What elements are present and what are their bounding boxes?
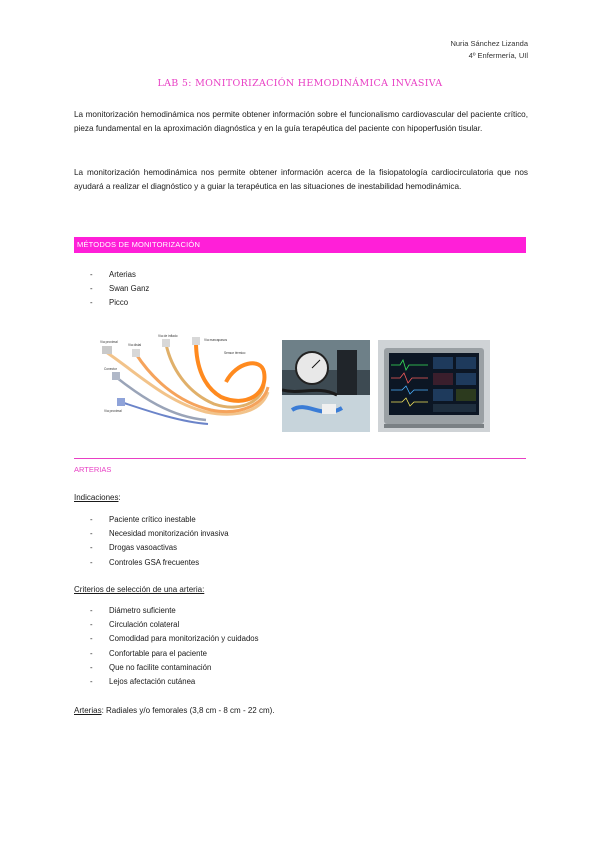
- indications-title: Indicaciones: [74, 493, 119, 502]
- document-title: LAB 5: MONITORIZACIÓN HEMODINÁMICA INVASIVA: [157, 78, 443, 89]
- arterias-heading: ARTERIAS: [74, 465, 112, 474]
- author-block: [450, 38, 528, 62]
- hemodynamic-monitor-photo: [378, 340, 490, 432]
- indications-title-line: Indicaciones:: [74, 493, 121, 502]
- list-item: - Arterias: [74, 268, 149, 282]
- list-item: - Controles GSA frecuentes: [74, 556, 229, 570]
- figure-label: Vía marcapasos: [204, 338, 228, 342]
- figure-row: [96, 332, 506, 432]
- list-item: - Comodidad para monitorización y cuidados: [74, 632, 259, 646]
- figure-label: Vía de inflado: [158, 334, 178, 338]
- list-item: - Drogas vasoactivas: [74, 541, 229, 555]
- list-item: - Picco: [74, 296, 149, 310]
- indications-list: [74, 513, 229, 570]
- arterias-sites-line: [74, 706, 275, 715]
- methods-heading: MÉTODOS DE MONITORIZACIÓN: [77, 240, 201, 249]
- list-item: - Confortable para el paciente: [74, 647, 259, 661]
- list-item: - Necesidad monitorización invasiva: [74, 527, 229, 541]
- list-item: - Diámetro suficiente: [74, 604, 259, 618]
- list-item: - Paciente crítico inestable: [74, 513, 229, 527]
- criteria-list: [74, 604, 259, 689]
- figure-label: Conector: [104, 367, 117, 371]
- criteria-title: Criterios de selección de una arteria:: [74, 585, 205, 594]
- figure-label: Vía proximal: [100, 340, 118, 344]
- author-name: Nuria Sánchez Lizanda: [450, 39, 528, 48]
- criteria-title-line: [74, 585, 204, 594]
- intro-paragraph-1: La monitorización hemodinámica nos permite obtener información sobre el funcionalismo cardiovascular del paciente crítico, pieza fundamental en la aproximación diagnóstica y en la guía terapéutica del paciente con hipoperfusión tisular.: [74, 110, 528, 134]
- figure-label: Vía proximal: [104, 409, 122, 413]
- figure-label: Vía distal: [128, 343, 142, 347]
- pressure-gauge-photo: [282, 340, 370, 432]
- list-item: - Circulación colateral: [74, 618, 259, 632]
- arterias-label: Arterias: [74, 706, 102, 715]
- methods-heading-band: [74, 237, 526, 253]
- figure-label: Sensor térmico: [224, 351, 246, 355]
- arterias-sites-text: : Radiales y/o femorales (3,8 cm - 8 cm - 22 cm).: [101, 706, 275, 715]
- author-course: 4º Enfermería, UIl: [468, 51, 528, 60]
- methods-list: [74, 268, 149, 311]
- intro-paragraph-2: La monitorización hemodinámica nos permite obtener información acerca de la fisiopatología cardiocirculatoria que nos ayudará a realizar el diagnóstico y a guiar la terapéutica en las situaciones de inestabilidad hemodinámica.: [74, 168, 528, 192]
- list-item: - Que no facilite contaminación: [74, 661, 259, 675]
- list-item: - Swan Ganz: [74, 282, 149, 296]
- section-divider: [74, 458, 526, 459]
- list-item: - Lejos afectación cutánea: [74, 675, 259, 689]
- swan-ganz-catheter-image: [96, 332, 274, 432]
